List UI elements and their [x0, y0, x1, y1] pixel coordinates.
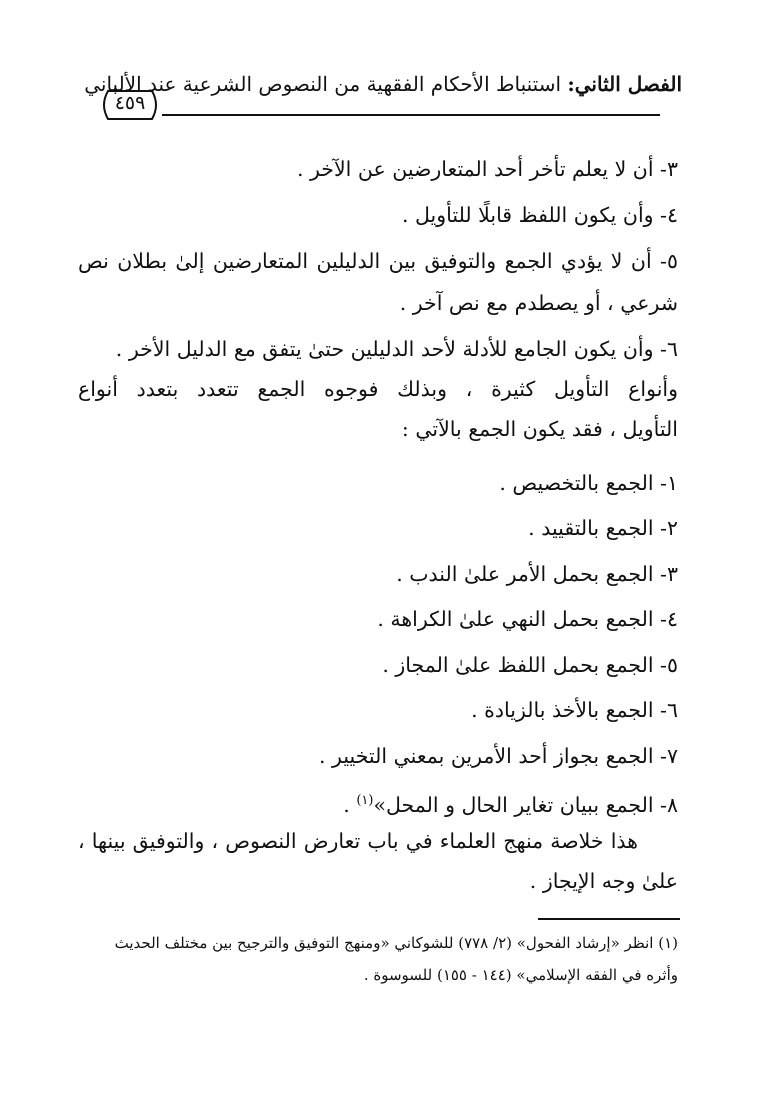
footnote-line-2: وأثره في الفقه الإسلامي» (١٤٤ - ١٥٥) للسوسوة .	[363, 966, 678, 984]
footnote-rule	[538, 918, 680, 920]
footnote-marker[interactable]: (١)	[356, 793, 374, 808]
condition-5: ٥- أن لا يؤدي الجمع والتوفيق بين الدليلين المتعارضين إلىٰ بطلان نص	[78, 249, 678, 273]
method-1: ١- الجمع بالتخصيص .	[499, 471, 678, 495]
conclusion-line-1: هذا خلاصة منهج العلماء في باب تعارض النصوص ، والتوفيق بينها ،	[78, 829, 638, 853]
method-3: ٣- الجمع بحمل الأمر علىٰ الندب .	[396, 562, 678, 586]
condition-5-cont: شرعي ، أو يصطدم مع نص آخر .	[399, 291, 678, 315]
method-6: ٦- الجمع بالأخذ بالزيادة .	[471, 698, 678, 722]
condition-3: ٣- أن لا يعلم تأخر أحد المتعارضين عن الآخر .	[296, 157, 678, 181]
header-title	[84, 72, 682, 96]
footnote-line-1: (١) انظر «إرشاد الفحول» (٢/ ٧٧٨) للشوكاني «ومنهج التوفيق والترجيح بين مختلف الحديث	[114, 934, 678, 952]
running-header	[84, 68, 682, 108]
method-8-text: ٨- الجمع ببيان تغاير الحال و المحل»	[373, 792, 678, 817]
method-8-end: .	[343, 792, 357, 817]
method-7: ٧- الجمع بجواز أحد الأمرين بمعني التخيير .	[318, 744, 678, 768]
method-5: ٥- الجمع بحمل اللفظ علىٰ المجاز .	[382, 653, 678, 677]
condition-4: ٤- وأن يكون اللفظ قابلًا للتأويل .	[401, 203, 678, 227]
chapter-title: استنباط الأحكام الفقهية من النصوص الشرعية عند الألباني	[84, 72, 562, 96]
condition-6: ٦- وأن يكون الجامع للأدلة لأحد الدليلين حتىٰ يتفق مع الدليل الأخر .	[115, 337, 678, 361]
page-number: ٤٥٩	[114, 92, 146, 114]
page-number-frame	[100, 88, 160, 122]
method-4: ٤- الجمع بحمل النهي علىٰ الكراهة .	[377, 607, 678, 631]
paragraph-line-2: التأويل ، فقد يكون الجمع بالآتي :	[401, 417, 678, 441]
paragraph-line-1: وأنواع التأويل كثيرة ، وبذلك فوجوه الجمع تتعدد بتعدد أنواع	[78, 377, 678, 401]
conclusion-line-2: علىٰ وجه الإيجاز .	[529, 869, 678, 893]
method-2: ٢- الجمع بالتقييد .	[528, 516, 678, 540]
header-rule	[162, 114, 660, 116]
chapter-label: الفصل الثاني:	[567, 72, 682, 96]
